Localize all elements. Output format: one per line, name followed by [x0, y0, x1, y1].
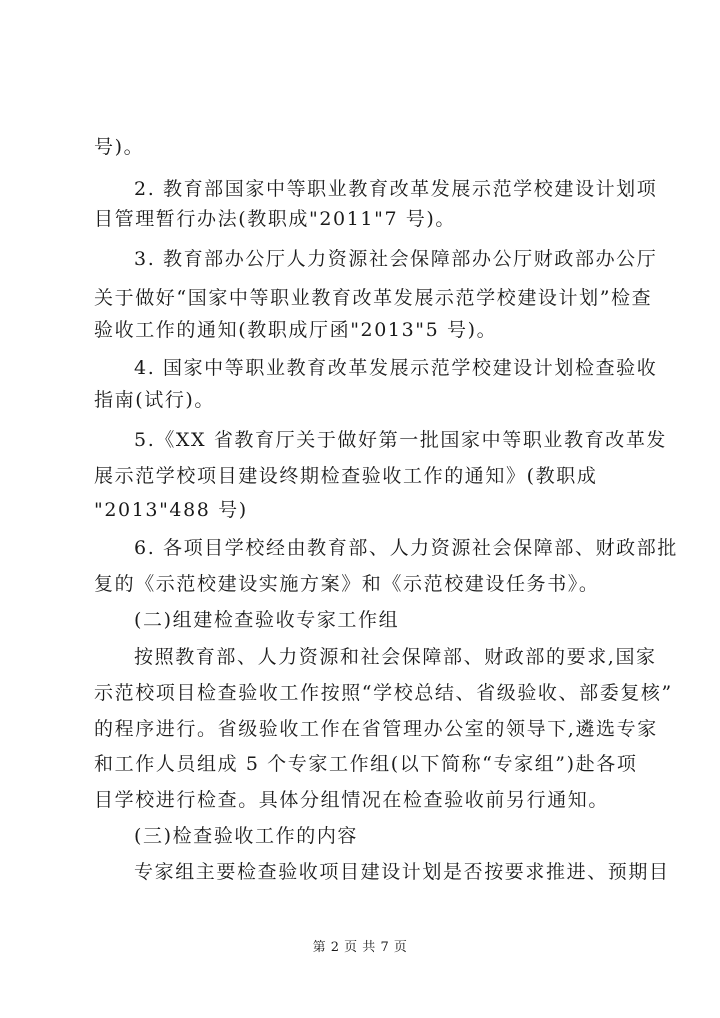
section-heading: (三)检查验收工作的内容 — [134, 825, 359, 847]
text-line: 示范校项目检查验收工作按照“学校总结、省级验收、部委复核” — [94, 682, 673, 704]
page-number: 第 2 页 共 7 页 — [312, 940, 408, 955]
text-line: 6. 各项目学校经由教育部、人力资源社会保障部、财政部批 — [134, 537, 678, 559]
text-line: 5.《XX 省教育厅关于做好第一批国家中等职业教育改革发 — [134, 429, 668, 451]
text-line: 验收工作的通知(教职成厅函"2013"5 号)。 — [94, 319, 498, 341]
text-line: 的程序进行。省级验收工作在省管理办公室的领导下,遴选专家 — [94, 718, 658, 740]
text-line: 按照教育部、人力资源和社会保障部、财政部的要求,国家 — [134, 646, 657, 668]
text-line: 展示范学校项目建设终期检查验收工作的通知》(教职成 — [94, 465, 598, 487]
text-line: 号)。 — [94, 136, 145, 158]
text-line: 目学校进行检查。具体分组情况在检查验收前另行通知。 — [94, 789, 610, 811]
text-line: 复的《示范校建设实施方案》和《示范校建设任务书》。 — [94, 573, 600, 595]
section-heading: (二)组建检查验收专家工作组 — [134, 609, 400, 631]
text-line: 3. 教育部办公厅人力资源社会保障部办公厅财政部办公厅 — [134, 248, 658, 270]
text-line: "2013"488 号) — [94, 499, 248, 521]
text-line: 目管理暂行办法(教职成"2011"7 号)。 — [94, 208, 456, 230]
text-line: 4. 国家中等职业教育改革发展示范学校建设计划检查验收 — [134, 357, 658, 379]
text-line: 专家组主要检查验收项目建设计划是否按要求推进、预期目 — [134, 861, 670, 883]
text-line: 关于做好“国家中等职业教育改革发展示范学校建设计划”检查 — [94, 287, 653, 309]
text-line: 2. 教育部国家中等职业教育改革发展示范学校建设计划项 — [134, 178, 658, 200]
text-line: 指南(试行)。 — [94, 389, 216, 411]
text-line: 和工作人员组成 5 个专家工作组(以下简称“专家组”)赴各项 — [94, 753, 638, 775]
